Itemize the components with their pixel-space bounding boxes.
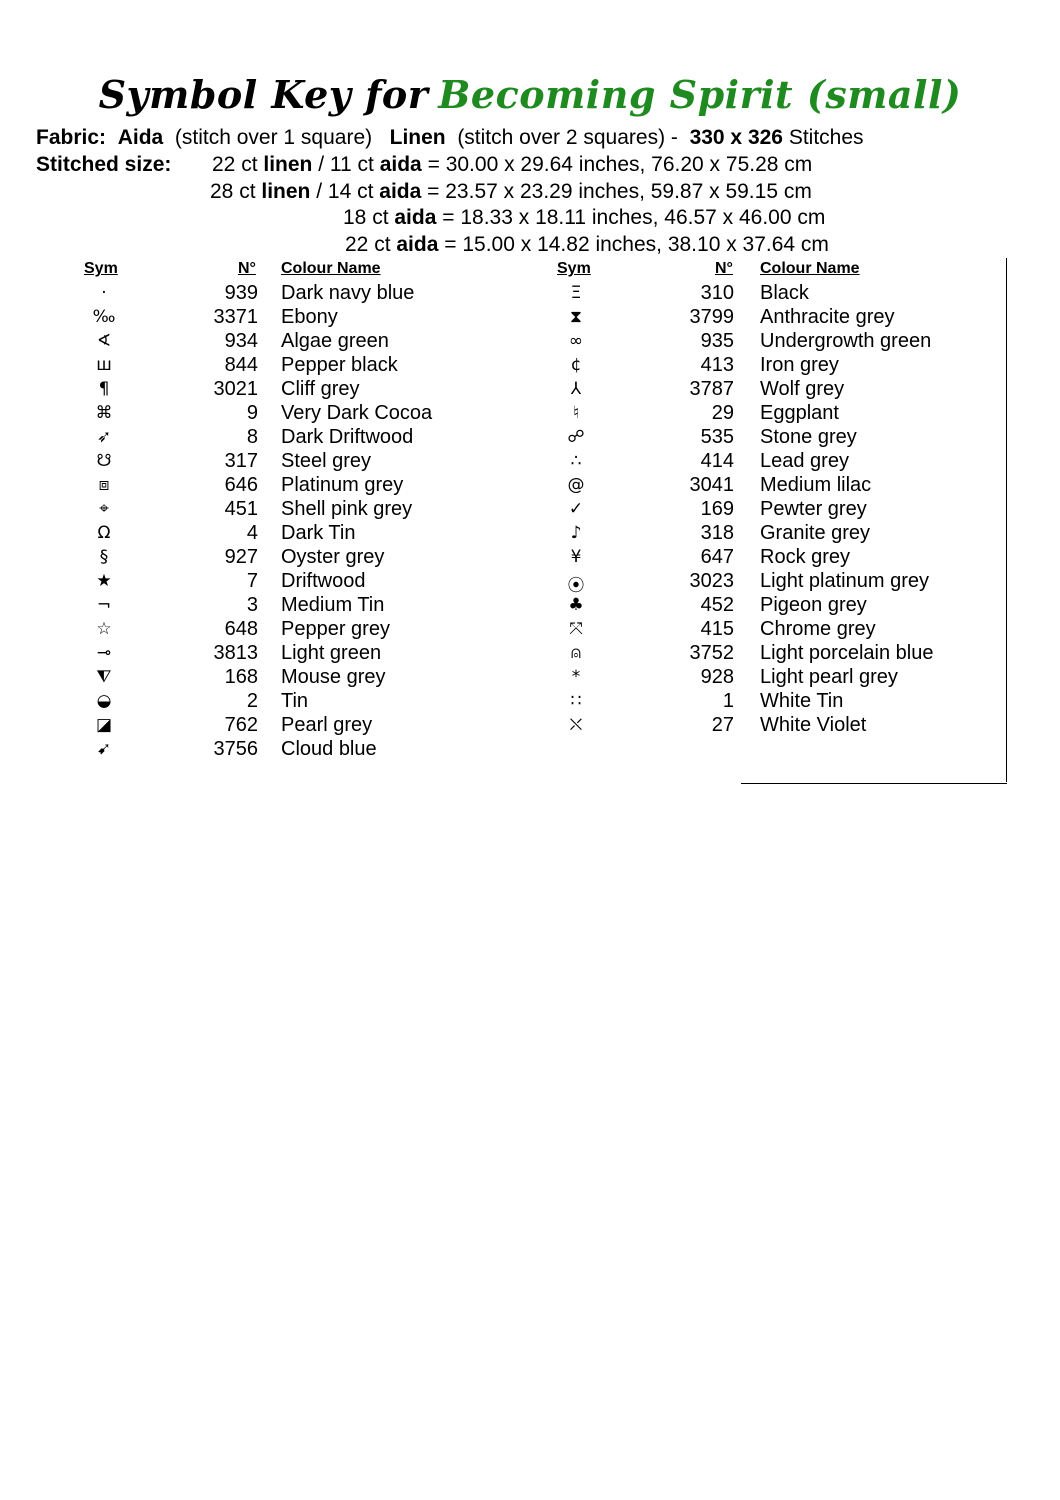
thread-number: 3756	[213, 738, 258, 760]
thread-number: 939	[224, 282, 258, 304]
thread-number: 8	[246, 426, 258, 448]
stitch-symbol-icon: Ω	[97, 523, 111, 543]
stitch-symbol-icon: ⅄	[570, 379, 582, 399]
header-name-left: Colour Name	[281, 260, 381, 277]
fabric-aida-note: (stitch over 1 square)	[174, 126, 373, 149]
header-num-left: N°	[238, 260, 256, 277]
colour-name: White Violet	[760, 714, 867, 736]
stitch-symbol-icon: ¢	[570, 355, 582, 375]
colour-name: Algae green	[281, 330, 389, 352]
size-dimensions: = 18.33 x 18.11 inches, 46.57 x 46.00 cm	[442, 206, 826, 229]
size-fabric: aida	[396, 233, 439, 256]
stitch-symbol-icon: ♪	[570, 523, 582, 543]
stitch-symbol-icon: ♣	[568, 595, 584, 615]
colour-name: Iron grey	[760, 354, 839, 376]
thread-number: 3752	[689, 642, 734, 664]
colour-name: Very Dark Cocoa	[281, 402, 433, 424]
stitch-symbol-icon: ⦿	[567, 576, 585, 596]
stitch-symbol-icon: ∢	[96, 331, 112, 351]
size-dimensions: = 15.00 x 14.82 inches, 38.10 x 37.64 cm	[444, 233, 829, 256]
stitch-symbol-icon: ⌘	[95, 403, 113, 423]
thread-number: 451	[224, 498, 258, 520]
size-dimensions: = 23.57 x 23.29 inches, 59.87 x 59.15 cm	[427, 180, 812, 203]
stitch-symbol-icon: ⛌	[569, 715, 583, 735]
size-fabric: aida	[379, 153, 422, 176]
stitch-symbol-icon: ➶	[96, 427, 112, 447]
colour-name: Tin	[281, 690, 309, 712]
size-fabric: aida	[379, 180, 422, 203]
stitch-symbol-icon: ♮	[572, 403, 580, 423]
thread-number: 413	[700, 354, 734, 376]
page-title	[0, 72, 1060, 117]
colour-name: Driftwood	[281, 570, 366, 592]
thread-number: 169	[700, 498, 734, 520]
stitch-symbol-icon: ш	[96, 355, 112, 375]
colour-name: Granite grey	[760, 522, 871, 544]
thread-number: 3799	[689, 306, 734, 328]
thread-number: 762	[224, 714, 258, 736]
stitch-symbol-icon: ✓	[568, 499, 584, 519]
title-prefix: Symbol Key for	[98, 72, 429, 117]
stitched-size-label-line	[36, 153, 171, 177]
stitch-word: Stitches	[788, 126, 864, 149]
stitch-symbol-icon: ☋	[96, 451, 112, 471]
fabric-linen-note: (stitch over 2 squares) -	[457, 126, 678, 149]
size-ct: / 14 ct	[316, 180, 374, 203]
table-border-bottom	[741, 783, 1007, 784]
stitch-symbol-icon: ·	[101, 283, 107, 303]
thread-number: 3787	[689, 378, 734, 400]
fabric-line	[36, 126, 864, 150]
thread-number: 310	[700, 282, 734, 304]
colour-name: Steel grey	[281, 450, 372, 472]
colour-name: Dark Tin	[281, 522, 356, 544]
colour-name: Light pearl grey	[760, 666, 898, 688]
stitch-symbol-icon: ¥	[570, 547, 582, 567]
colour-name: Pepper black	[281, 354, 398, 376]
colour-name: Anthracite grey	[760, 306, 895, 328]
size-line	[212, 153, 812, 177]
stitch-symbol-icon: ⍝	[570, 643, 582, 663]
colour-name: Cloud blue	[281, 738, 377, 760]
colour-name: Pepper grey	[281, 618, 390, 640]
colour-name: Platinum grey	[281, 474, 404, 496]
colour-name: Cliff grey	[281, 378, 360, 400]
size-ct: 18 ct	[343, 206, 389, 229]
stitch-count: 330 x 326	[689, 126, 783, 149]
thread-number: 844	[224, 354, 258, 376]
colour-name: Stone grey	[760, 426, 857, 448]
size-ct: 28 ct	[210, 180, 256, 203]
thread-number: 29	[711, 402, 734, 424]
thread-number: 168	[224, 666, 258, 688]
thread-number: 3021	[213, 378, 258, 400]
thread-number: 535	[700, 426, 734, 448]
colour-name: Pearl grey	[281, 714, 373, 736]
stitch-symbol-icon: ⧈	[98, 475, 110, 495]
colour-name: Pigeon grey	[760, 594, 867, 616]
thread-number: 928	[700, 666, 734, 688]
colour-name: Eggplant	[760, 402, 839, 424]
stitch-symbol-icon: ⤧	[569, 619, 583, 639]
stitch-symbol-icon: ◒	[96, 691, 112, 711]
header-sym-left: Sym	[84, 260, 118, 277]
thread-number: 646	[224, 474, 258, 496]
thread-number: 3041	[689, 474, 734, 496]
colour-name: Shell pink grey	[281, 498, 413, 520]
colour-name: Light porcelain blue	[760, 642, 934, 664]
pattern-name: Becoming Spirit (small)	[438, 72, 962, 117]
colour-name: Ebony	[281, 306, 338, 328]
size-line	[210, 180, 812, 204]
stitch-symbol-icon: ◪	[95, 715, 113, 735]
stitch-symbol-icon: ★	[96, 571, 112, 591]
colour-name: Mouse grey	[281, 666, 386, 688]
thread-number: 4	[246, 522, 258, 544]
thread-number: 7	[246, 570, 258, 592]
thread-number: 9	[246, 402, 258, 424]
thread-number: 3023	[689, 570, 734, 592]
size-ct: / 11 ct	[318, 153, 374, 176]
thread-number: 318	[700, 522, 734, 544]
header-num-right: N°	[715, 260, 733, 277]
stitch-symbol-icon: ∴	[570, 451, 582, 471]
thread-number: 648	[224, 618, 258, 640]
thread-number: 415	[700, 618, 734, 640]
colour-name: Medium lilac	[760, 474, 872, 496]
stitch-symbol-icon: ⧨	[96, 667, 112, 687]
size-line	[343, 206, 825, 230]
colour-name: Wolf grey	[760, 378, 845, 400]
stitch-symbol-icon: ➹	[96, 739, 112, 759]
thread-number: 317	[224, 450, 258, 472]
colour-name: Lead grey	[760, 450, 849, 472]
colour-name: Undergrowth green	[760, 330, 932, 352]
stitch-symbol-icon: ⊸	[96, 643, 112, 663]
size-dimensions: = 30.00 x 29.64 inches, 76.20 x 75.28 cm	[427, 153, 813, 176]
table-border-right	[1006, 258, 1008, 782]
thread-number: 647	[700, 546, 734, 568]
thread-number: 927	[224, 546, 258, 568]
thread-number: 27	[711, 714, 734, 736]
stitch-symbol-icon: §	[99, 547, 109, 567]
size-fabric: aida	[394, 206, 437, 229]
size-fabric: linen	[263, 153, 313, 176]
thread-number: 1	[722, 690, 734, 712]
stitch-symbol-icon: ☆	[96, 619, 112, 639]
stitch-symbol-icon: ⌖	[99, 499, 109, 519]
thread-number: 3371	[213, 306, 258, 328]
stitch-symbol-icon: ¶	[98, 379, 110, 399]
stitch-symbol-icon: ⧗	[570, 307, 582, 327]
size-fabric: linen	[261, 180, 311, 203]
thread-number: 935	[700, 330, 734, 352]
thread-number: 452	[700, 594, 734, 616]
stitch-symbol-icon: ¬	[96, 595, 112, 615]
stitch-symbol-icon: ‰	[92, 307, 116, 327]
thread-number: 2	[246, 690, 258, 712]
thread-number: 3813	[213, 642, 258, 664]
size-ct: 22 ct	[212, 153, 258, 176]
thread-number: 414	[700, 450, 734, 472]
colour-name: Dark navy blue	[281, 282, 415, 304]
stitch-symbol-icon: @	[567, 475, 585, 495]
colour-name: Black	[760, 282, 809, 304]
colour-name: Light platinum grey	[760, 570, 929, 592]
stitched-size-label: Stitched size:	[36, 153, 172, 176]
thread-number: 3	[246, 594, 258, 616]
stitch-symbol-icon: ☍	[567, 427, 585, 447]
colour-name: Rock grey	[760, 546, 851, 568]
thread-number: 934	[224, 330, 258, 352]
colour-name: Light green	[281, 642, 382, 664]
colour-name: Pewter grey	[760, 498, 867, 520]
colour-name: Medium Tin	[281, 594, 385, 616]
stitch-symbol-icon: Ξ	[570, 283, 582, 303]
colour-name: Dark Driftwood	[281, 426, 414, 448]
fabric-aida: Aida	[117, 126, 164, 149]
stitch-symbol-icon: ∷	[570, 691, 582, 711]
size-ct: 22 ct	[345, 233, 391, 256]
header-sym-right: Sym	[557, 260, 591, 277]
fabric-linen: Linen	[389, 126, 446, 149]
colour-name: Chrome grey	[760, 618, 876, 640]
stitch-symbol-icon: *	[571, 667, 581, 687]
colour-name: White Tin	[760, 690, 844, 712]
header-name-right: Colour Name	[760, 260, 860, 277]
size-line	[345, 233, 829, 257]
colour-name: Oyster grey	[281, 546, 385, 568]
stitch-symbol-icon: ∞	[568, 331, 584, 351]
fabric-label: Fabric:	[36, 126, 107, 149]
